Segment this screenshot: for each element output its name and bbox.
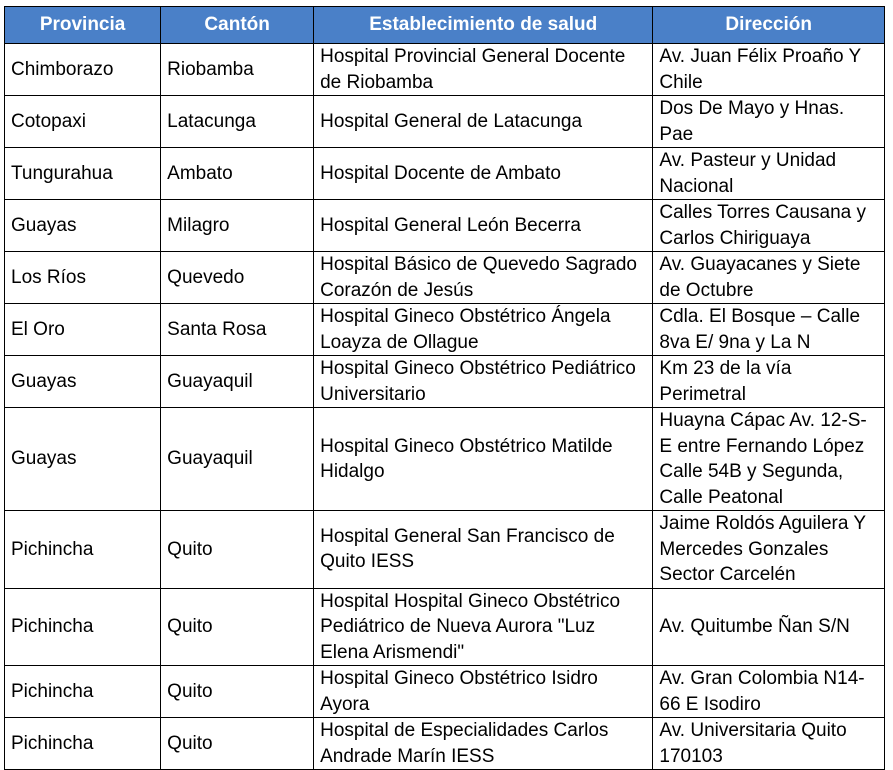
hospitals-table <box>4 6 885 770</box>
cell-establecimiento: Hospital de Especialidades Carlos Andrade Marín IESS <box>314 718 653 770</box>
table-row <box>5 588 885 666</box>
cell-provincia: Pichincha <box>5 718 161 770</box>
cell-provincia: Pichincha <box>5 588 161 666</box>
cell-canton: Guayaquil <box>161 356 314 408</box>
cell-canton: Latacunga <box>161 96 314 148</box>
cell-establecimiento: Hospital Gineco Obstétrico Pediátrico Universitario <box>314 356 653 408</box>
cell-establecimiento: Hospital Docente de Ambato <box>314 148 653 200</box>
cell-direccion: Av. Universitaria Quito 170103 <box>653 718 885 770</box>
cell-canton: Riobamba <box>161 44 314 96</box>
cell-provincia: Guayas <box>5 356 161 408</box>
header-establecimiento: Establecimiento de salud <box>314 7 653 44</box>
cell-canton: Quito <box>161 588 314 666</box>
cell-direccion: Calles Torres Causana y Carlos Chiriguaya <box>653 200 885 252</box>
cell-provincia: Pichincha <box>5 511 161 589</box>
table-row <box>5 252 885 304</box>
cell-canton: Ambato <box>161 148 314 200</box>
cell-canton: Quito <box>161 718 314 770</box>
cell-provincia: Cotopaxi <box>5 96 161 148</box>
header-provincia: Provincia <box>5 7 161 44</box>
cell-provincia: Tungurahua <box>5 148 161 200</box>
cell-provincia: Los Ríos <box>5 252 161 304</box>
cell-provincia: Pichincha <box>5 666 161 718</box>
cell-establecimiento: Hospital Básico de Quevedo Sagrado Corazón de Jesús <box>314 252 653 304</box>
cell-establecimiento: Hospital Gineco Obstétrico Ángela Loayza de Ollague <box>314 304 653 356</box>
table-row <box>5 96 885 148</box>
cell-direccion: Av. Pasteur y Unidad Nacional <box>653 148 885 200</box>
table-row <box>5 200 885 252</box>
cell-establecimiento: Hospital General San Francisco de Quito IESS <box>314 511 653 589</box>
cell-provincia: Chimborazo <box>5 44 161 96</box>
table-row <box>5 718 885 770</box>
cell-direccion: Av. Guayacanes y Siete de Octubre <box>653 252 885 304</box>
cell-canton: Milagro <box>161 200 314 252</box>
cell-direccion: Cdla. El Bosque – Calle 8va E/ 9na y La N <box>653 304 885 356</box>
table-row <box>5 304 885 356</box>
header-direccion: Dirección <box>653 7 885 44</box>
cell-direccion: Av. Gran Colombia N14-66 E Isodiro <box>653 666 885 718</box>
cell-provincia: El Oro <box>5 304 161 356</box>
cell-direccion: Av. Quitumbe Ñan S/N <box>653 588 885 666</box>
table-body <box>5 44 885 770</box>
cell-canton: Quito <box>161 511 314 589</box>
table-row <box>5 408 885 511</box>
cell-establecimiento: Hospital General de Latacunga <box>314 96 653 148</box>
cell-canton: Santa Rosa <box>161 304 314 356</box>
cell-provincia: Guayas <box>5 408 161 511</box>
table-row <box>5 356 885 408</box>
cell-establecimiento: Hospital Provincial General Docente de Riobamba <box>314 44 653 96</box>
table-header-row <box>5 7 885 44</box>
cell-canton: Guayaquil <box>161 408 314 511</box>
cell-direccion: Av. Juan Félix Proaño Y Chile <box>653 44 885 96</box>
cell-direccion: Jaime Roldós Aguilera Y Mercedes Gonzales Sector Carcelén <box>653 511 885 589</box>
cell-establecimiento: Hospital General León Becerra <box>314 200 653 252</box>
cell-establecimiento: Hospital Gineco Obstétrico Isidro Ayora <box>314 666 653 718</box>
cell-establecimiento: Hospital Gineco Obstétrico Matilde Hidalgo <box>314 408 653 511</box>
cell-establecimiento: Hospital Hospital Gineco Obstétrico Pediátrico de Nueva Aurora "Luz Elena Arismendi" <box>314 588 653 666</box>
header-canton: Cantón <box>161 7 314 44</box>
cell-direccion: Huayna Cápac Av. 12-S-E entre Fernando López Calle 54B y Segunda, Calle Peatonal <box>653 408 885 511</box>
table-row <box>5 148 885 200</box>
table-row <box>5 44 885 96</box>
table-row <box>5 666 885 718</box>
cell-direccion: Dos De Mayo y Hnas. Pae <box>653 96 885 148</box>
cell-direccion: Km 23 de la vía Perimetral <box>653 356 885 408</box>
cell-canton: Quevedo <box>161 252 314 304</box>
table-row <box>5 511 885 589</box>
cell-canton: Quito <box>161 666 314 718</box>
cell-provincia: Guayas <box>5 200 161 252</box>
